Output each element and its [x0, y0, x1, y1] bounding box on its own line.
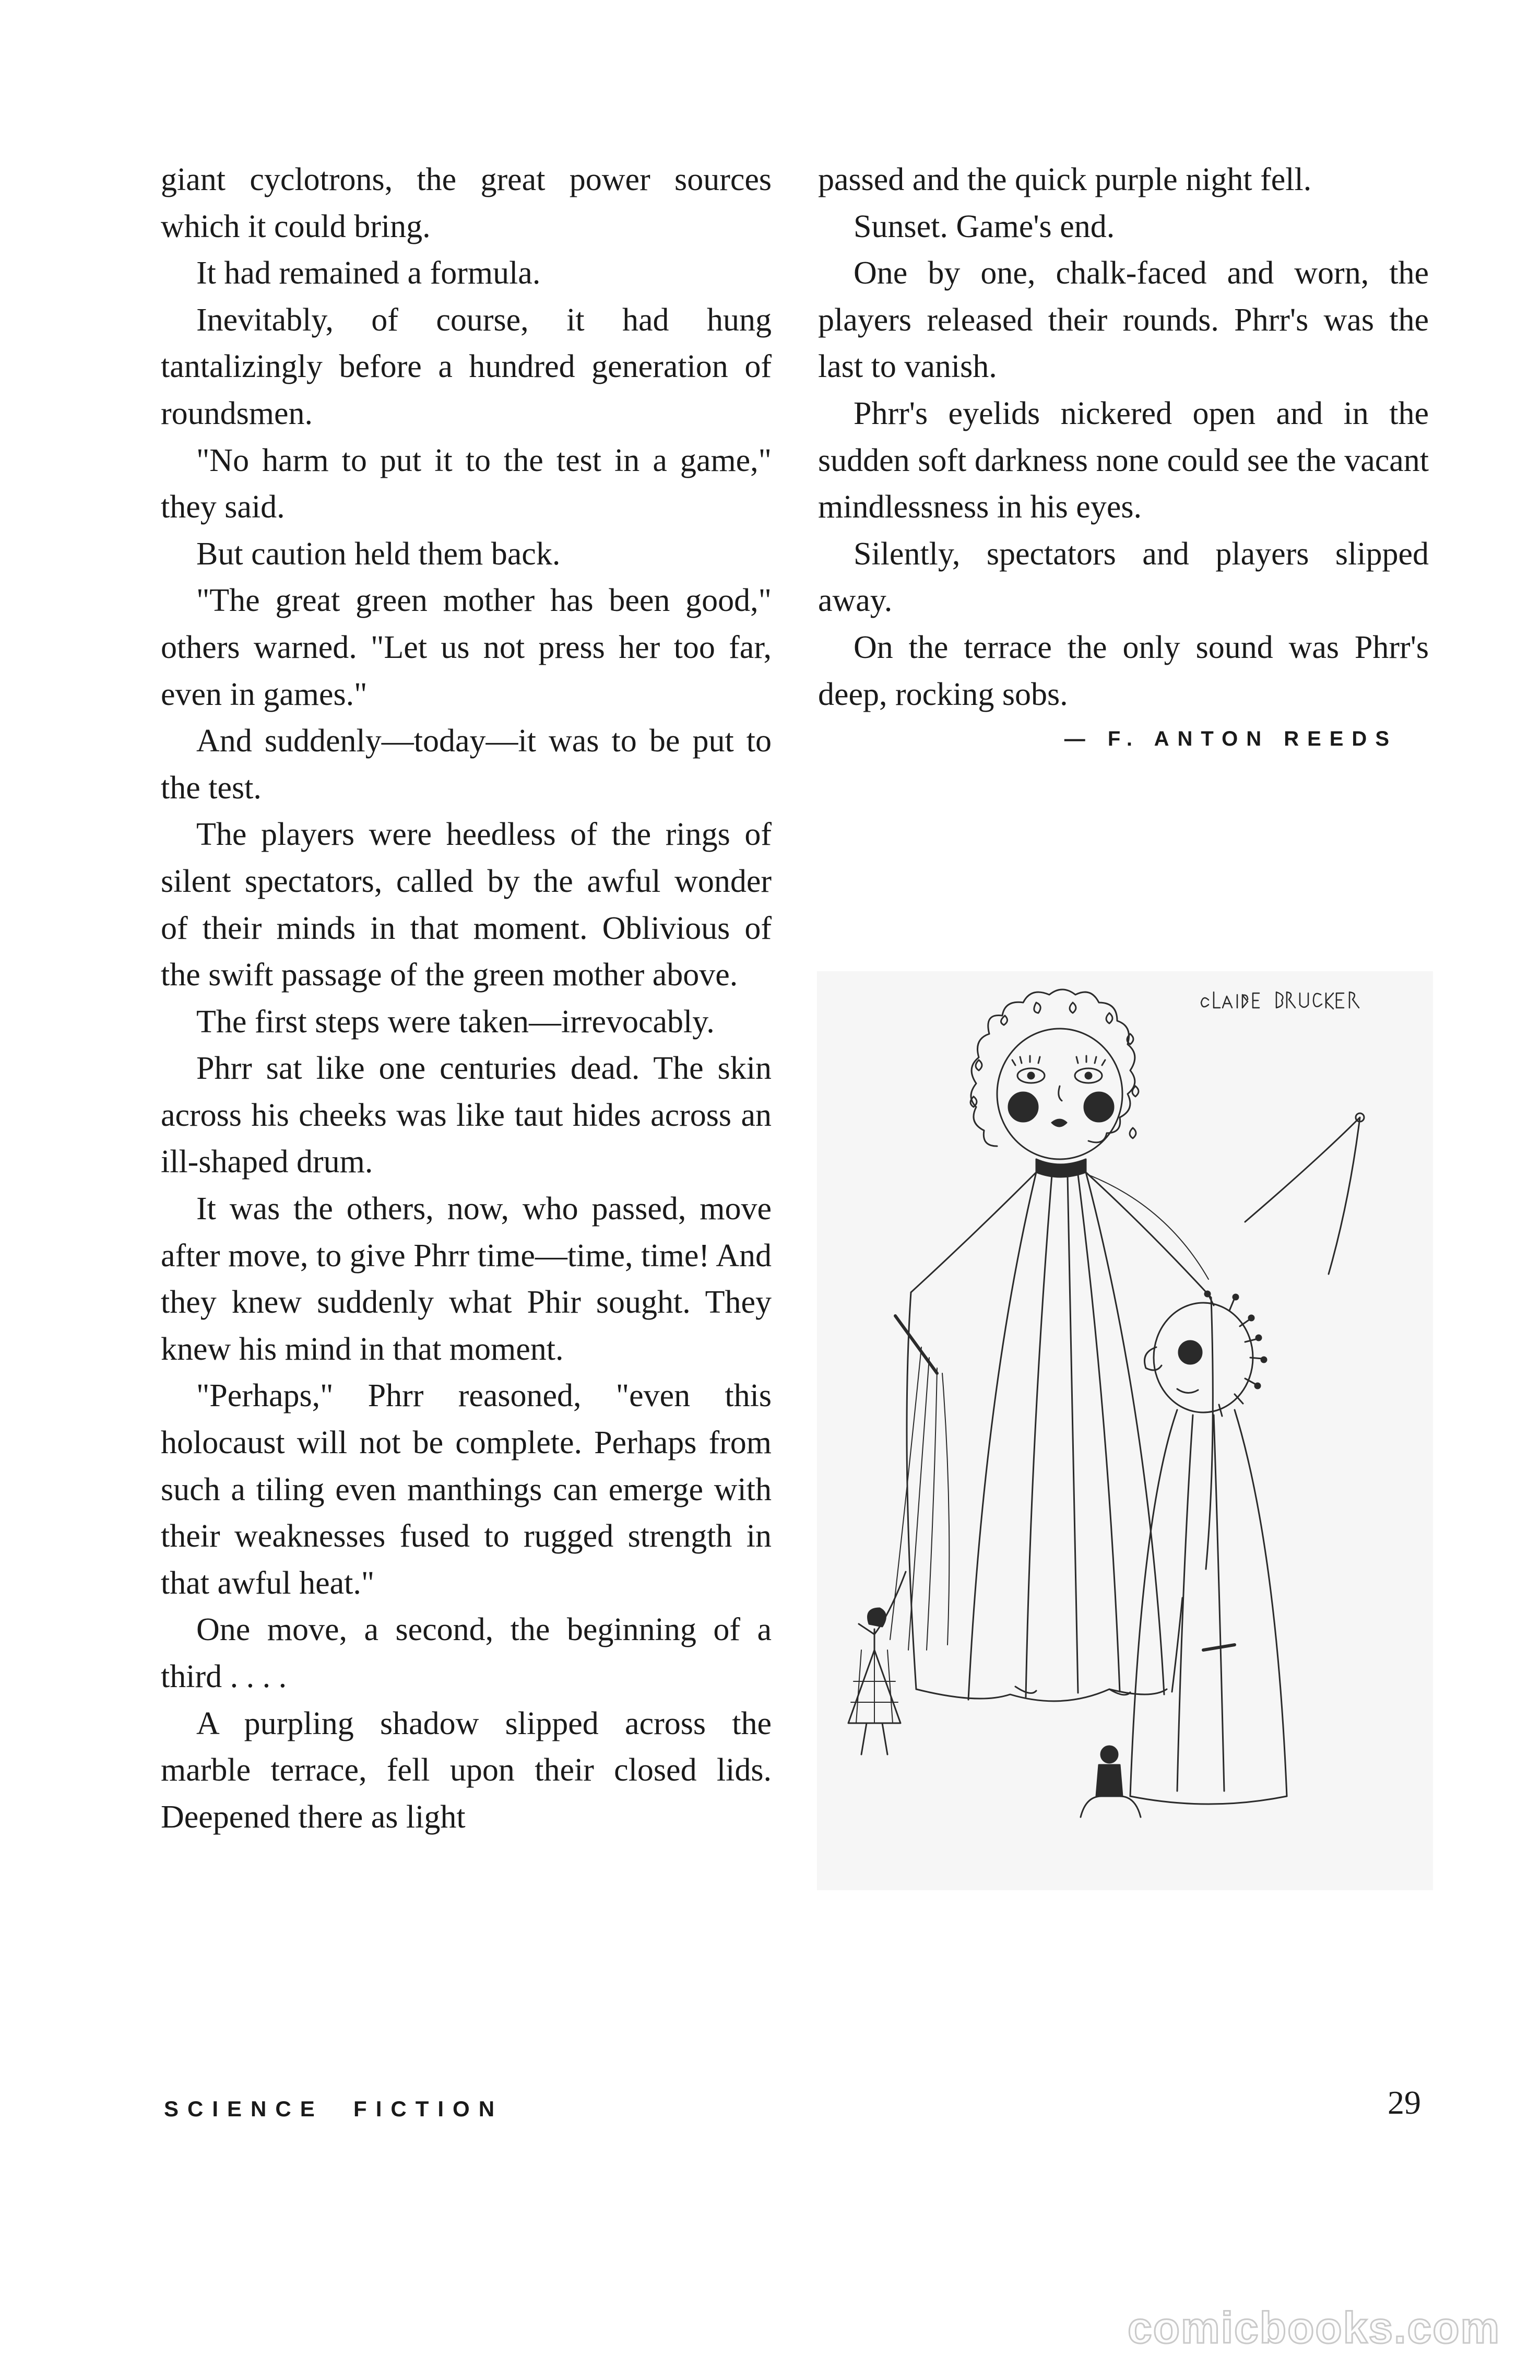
paragraph: giant cyclotrons, the great power sources which it could bring.: [161, 162, 772, 244]
story-illustration: [817, 971, 1433, 1890]
page-number: 29: [1388, 2084, 1421, 2121]
paragraph: A purpling shadow slipped across the marble terrace, fell upon their closed lids. Deepened there as light: [161, 1705, 772, 1835]
paragraph: It was the others, now, who passed, move after move, to give Phrr time—time, time! And they knew suddenly what Phir sought. They knew his mind in that moment.: [161, 1191, 772, 1367]
author-byline: — F. ANTON REEDS: [1064, 727, 1397, 751]
left-column: [161, 157, 772, 1841]
paragraph: Silently, spectators and players slipped away.: [818, 536, 1429, 619]
paragraph: "The great green mother has been good," others warned. "Let us not press her too far, even in games.": [161, 583, 772, 712]
site-watermark: comicbooks.com: [1128, 2303, 1501, 2352]
paragraph: Sunset. Game's end.: [854, 208, 1115, 244]
paragraph: "Perhaps," Phrr reasoned, "even this holocaust will not be complete. Perhaps from such a tiling even manthings can emerge with their weaknesses fused to rugged strength in that awful heat.": [161, 1378, 772, 1601]
paragraph: On the terrace the only sound was Phrr's deep, rocking sobs.: [818, 629, 1429, 712]
paragraph: passed and the quick purple night fell.: [818, 162, 1312, 197]
paragraph: The first steps were taken—irrevocably.: [196, 1004, 715, 1040]
paragraph: Inevitably, of course, it had hung tantalizingly before a hundred generation of roundsmen.: [161, 302, 772, 431]
magazine-footer: SCIENCE FICTION: [164, 2096, 504, 2121]
paragraph: "No harm to put it to the test in a game," they said.: [161, 442, 772, 525]
paragraph: And suddenly—today—it was to be put to the test.: [161, 723, 772, 806]
paragraph: Phrr's eyelids nickered open and in the sudden soft darkness none could see the vacant mindlessness in his eyes.: [818, 395, 1429, 525]
paragraph: Phrr sat like one centuries dead. The skin across his cheeks was like taut hides across an ill-shaped drum.: [161, 1051, 772, 1180]
paragraph: But caution held them back.: [196, 536, 561, 572]
illustration-background: [817, 971, 1433, 1890]
right-column: [818, 157, 1429, 755]
paragraph: One move, a second, the beginning of a third . . . .: [161, 1612, 772, 1694]
paragraph: One by one, chalk-faced and worn, the players released their rounds. Phrr's was the last to vanish.: [818, 255, 1429, 385]
paragraph: The players were heedless of the rings of silent spectators, called by the awful wonder of their minds in that moment. Oblivious of the swift passage of the green mother above.: [161, 817, 772, 993]
paragraph: It had remained a formula.: [196, 255, 541, 291]
